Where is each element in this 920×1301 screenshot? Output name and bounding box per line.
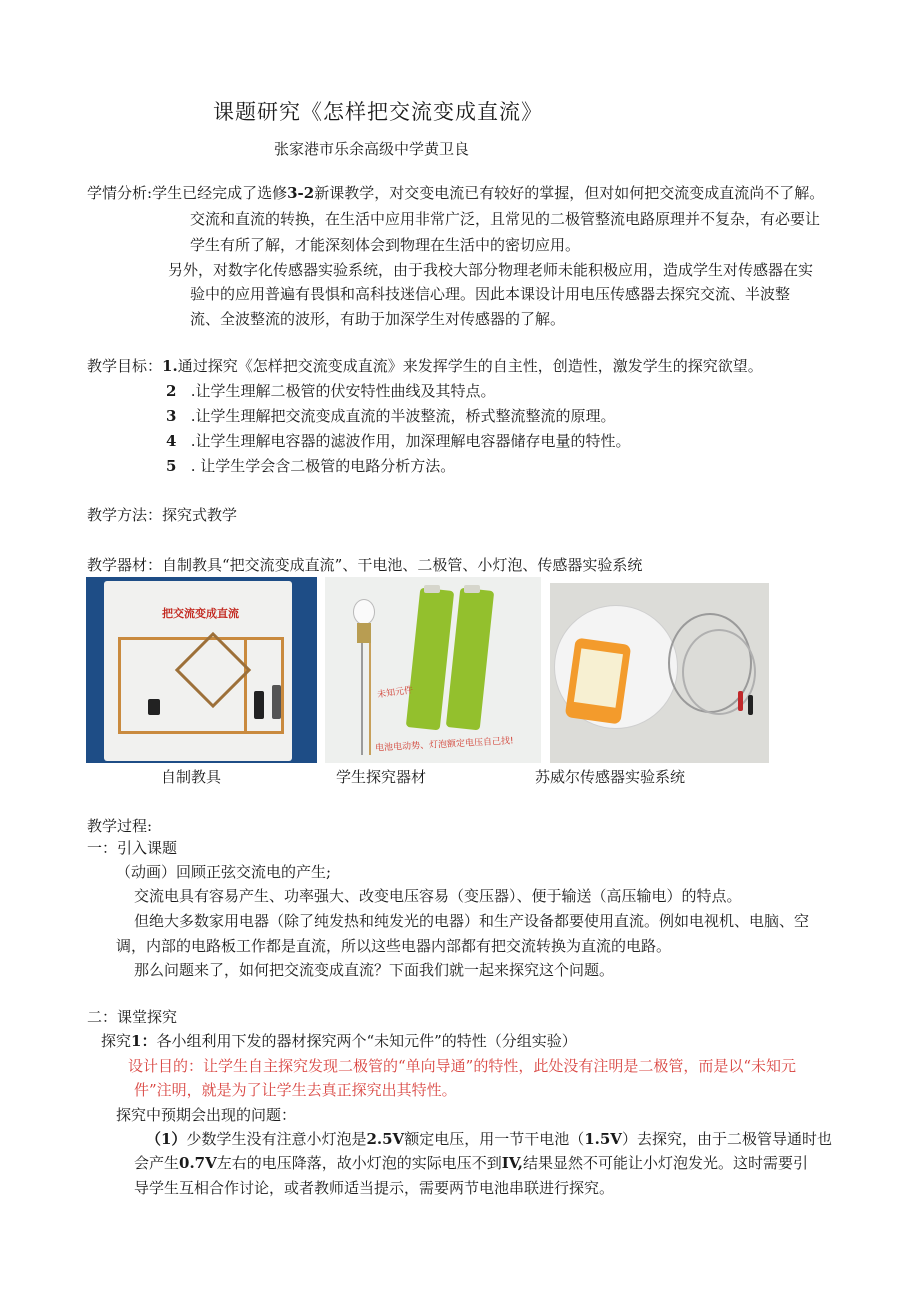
- s1-paragraph-4: 调，内部的电路板工作都是直流，所以这些电器内部都有把交流转换为直流的电路。: [116, 937, 672, 955]
- goal-text: .让学生理解二极管的伏安特性曲线及其特点。: [190, 382, 496, 400]
- diode-bridge: [175, 632, 251, 708]
- wire: [118, 637, 284, 640]
- problem-1-line-1: [146, 1129, 832, 1149]
- section-2-title: 二：课堂探究: [87, 1008, 178, 1026]
- goal-item-5: [166, 456, 455, 476]
- red-clip: [738, 691, 743, 711]
- problem-1-line-3: 导学生互相合作讨论，或者教师适当提示，需要两节电池串联进行探究。: [134, 1179, 615, 1197]
- problem-text: 额定电压，用一节干电池（: [404, 1130, 585, 1148]
- goal-number: 2: [166, 382, 177, 400]
- s1-paragraph-1: （动画）回顾正弦交流电的产生;: [116, 863, 332, 881]
- analysis-line-6: 流、全波整流的波形，有助于加深学生对传感器的了解。: [190, 310, 566, 328]
- battery-cap: [464, 585, 480, 593]
- battery-voltage: 1.5V: [584, 1130, 622, 1148]
- goal-item-4: [166, 431, 631, 451]
- teaching-equipment: 教学器材：自制教具“把交流变成直流”、干电池、二极管、小灯泡、传感器实验系统: [87, 556, 643, 574]
- black-clip: [748, 695, 753, 715]
- teaching-method: 教学方法：探究式教学: [87, 506, 238, 524]
- emf-note: 电池电动势、灯泡额定电压自己找!: [374, 736, 514, 754]
- exploration-1: [101, 1031, 577, 1051]
- problem-text: 会产生: [134, 1154, 180, 1172]
- analysis-line-3: 学生有所了解，才能深刻体会到物理在生活中的密切应用。: [190, 236, 581, 254]
- drop-voltage: 0.7V: [179, 1154, 217, 1172]
- capacitor: [254, 691, 264, 719]
- goal-number: 3: [166, 407, 177, 425]
- expected-problems: 探究中预期会出现的问题：: [116, 1106, 297, 1124]
- analysis-line-2: 交流和直流的转换，在生活中应用非常广泛，且常见的二极管整流电路原理并不复杂，有必要让: [190, 210, 821, 228]
- analysis-line-4: 另外，对数字化传感器实验系统，由于我校大部分物理老师未能积极应用，造成学生对传感器在实: [168, 261, 814, 279]
- goal-text: . 让学生学会含二极管的电路分析方法。: [190, 457, 456, 475]
- problem-1-line-2: [134, 1153, 808, 1173]
- caption-homemade-aid: 自制教具: [161, 768, 222, 786]
- course-code: 3-2: [287, 184, 315, 202]
- bulb-base: [357, 623, 371, 643]
- goal-number: 4: [166, 432, 177, 450]
- s1-paragraph-3: 但绝大多数家用电器（除了纯发热和纯发光的电器）和生产设备都要使用直流。例如电视机、电脑、空: [134, 912, 810, 930]
- analysis-label: 学情分析:: [87, 184, 153, 202]
- actual-voltage: IV,: [501, 1154, 524, 1172]
- battery-icon: [446, 588, 494, 731]
- wire: [369, 643, 371, 755]
- goal-text: .让学生理解把交流变成直流的半波整流，桥式整流整流的原理。: [190, 407, 616, 425]
- student-materials-photo: [325, 577, 541, 763]
- sensor-system-photo: [550, 583, 769, 763]
- process-label: 教学过程:: [87, 817, 153, 835]
- sensor-device: [565, 637, 632, 724]
- caption-student-materials: 学生探究器材: [336, 768, 427, 786]
- wire: [118, 637, 121, 734]
- page-title: 课题研究《怎样把交流变成直流》: [213, 100, 543, 124]
- analysis-line-1: [87, 183, 824, 203]
- problem-text: ）去探究，由于二极管导通时也: [621, 1130, 832, 1148]
- exploration-prefix: 探究: [101, 1032, 132, 1050]
- goals-label: 教学目标：: [87, 357, 163, 375]
- goal-item-2: [166, 381, 496, 401]
- battery-cap: [424, 585, 440, 593]
- problem-text: 结果显然不可能让小灯泡发光。这时需要引: [523, 1154, 809, 1172]
- design-purpose-1: 设计目的：让学生自主探究发现二极管的“单向导通”的特性，此处没有注明是二极管，而是以“未知元: [128, 1057, 797, 1075]
- homemade-aid-photo: [86, 577, 317, 763]
- goal-number: 1.: [162, 357, 178, 375]
- s1-paragraph-2: 交流电具有容易产生、功率强大、改变电压容易（变压器）、便于输送（高压输电）的特点。: [134, 887, 742, 905]
- goal-number: 5: [166, 457, 177, 475]
- goal-item-1: [87, 356, 763, 376]
- wire: [361, 643, 363, 755]
- rated-voltage: 2.5V: [366, 1130, 405, 1148]
- board-label: 把交流变成直流: [162, 607, 239, 620]
- author-line: 张家港市乐余高级中学黄卫良: [274, 140, 470, 158]
- analysis-text-1b: 新课教学，对交变电流已有较好的掌握，但对如何把交流变成直流尚不了解。: [314, 184, 825, 202]
- circuit-board: [104, 581, 292, 761]
- bulb-icon: [353, 599, 375, 625]
- analysis-line-5: 验中的应用普遍有畏惧和高科技迷信心理。因此本课设计用电压传感器去探究交流、半波整: [190, 285, 791, 303]
- s1-paragraph-5: 那么问题来了，如何把交流变成直流？下面我们就一起来探究这个问题。: [134, 961, 615, 979]
- problem-text: 左右的电压降落，故小灯泡的实际电压不到: [216, 1154, 502, 1172]
- unknown-component-note: 未知元件: [376, 685, 414, 701]
- wire: [244, 637, 247, 734]
- goal-text: 通过探究《怎样把交流变成直流》来发挥学生的自主性，创造性，激发学生的探究欲望。: [177, 357, 763, 375]
- exploration-number: 1：: [131, 1032, 157, 1050]
- design-purpose-2: 件”注明，就是为了让学生去真正探究出其特性。: [134, 1081, 457, 1099]
- section-1-title: 一：引入课题: [87, 839, 178, 857]
- cable: [682, 629, 756, 715]
- goal-text: .让学生理解电容器的滤波作用，加深理解电容器储存电量的特性。: [190, 432, 631, 450]
- terminal: [272, 685, 281, 719]
- problem-number: （1）: [146, 1130, 187, 1148]
- caption-sensor-system: 苏威尔传感器实验系统: [535, 768, 686, 786]
- device-screen: [574, 648, 623, 707]
- wire: [281, 637, 284, 734]
- analysis-text-1: 学生已经完成了选修: [152, 184, 288, 202]
- wire: [118, 731, 284, 734]
- terminal: [148, 699, 160, 715]
- problem-text: 少数学生没有注意小灯泡是: [186, 1130, 367, 1148]
- goal-item-3: [166, 406, 616, 426]
- exploration-text: 各小组利用下发的器材探究两个“未知元件”的特性（分组实验）: [156, 1032, 577, 1050]
